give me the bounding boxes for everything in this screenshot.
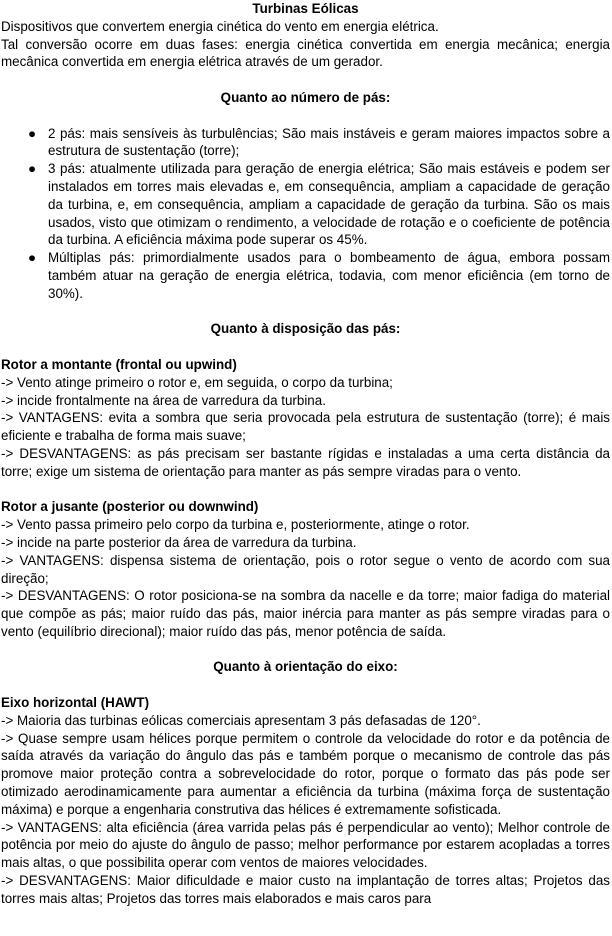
list-item-text: Múltiplas pás: primordialmente usados para o bombeamento de água, embora possam também atuar na geração de energia elétrica, todavia, com menor eficiência (em torno de 30%). <box>48 250 610 301</box>
intro-line-1: Dispositivos que convertem energia cinética do vento em energia elétrica. <box>1 18 439 34</box>
list-item-text: 3 pás: atualmente utilizada para geração de energia elétrica; São mais estáveis e podem ser instalados em torres mais elevadas e, em consequência, ampliam a capacidade de geração da turbina, e, em consequência, ampliam a capacidade de geração da turbina. São os mais usados, visto que otimizam o rendimento, a velocidade de rotação e o coeficiente de potência da turbina. A eficiência máxima pode superar os 45%. <box>48 161 610 248</box>
hawt-disadvantages: -> DESVANTAGENS: Maior dificuldade e maior custo na implantação de torres altas; Projetos das torres mais altas; Projetos das torres mais elaborados e mais caros para <box>1 873 610 906</box>
spacer <box>1 338 610 356</box>
list-item <box>28 160 610 249</box>
spacer <box>1 481 610 499</box>
intro-line-2: Tal conversão ocorre em duas fases: energia cinética convertida em energia mecânica; energia mecânica convertida em energia elétrica através de um gerador. <box>1 36 610 70</box>
hawt-line: -> Quase sempre usam hélices porque permitem o controle da velocidade do rotor e da potência de saída através da variação do ângulo das pás e também porque o mecanismo de controle das pás promove maior proteção contra a sobrevelocidade do rotor, porque o formato das pás pode ser otimizado aerodinamicamente para aumentar a eficiência da turbina (máxima força de sustentação máxima) e porque a engenharia construtiva das hélices é extremamente sofisticada. <box>1 730 610 817</box>
spacer <box>1 303 610 321</box>
downwind-title: Rotor a jusante (posterior ou downwind) <box>1 499 259 515</box>
spacer <box>1 71 610 89</box>
spacer <box>1 641 610 659</box>
section-heading-blade-position: Quanto à disposição das pás: <box>210 321 401 337</box>
bullet-icon: ● <box>28 161 37 177</box>
upwind-disadvantages: -> DESVANTAGENS: as pás precisam ser bastante rígidas e instaladas a uma certa distância da torre; exige um sistema de orientação para manter as pás sempre viradas para o vento. <box>1 445 610 479</box>
upwind-advantages: -> VANTAGENS: evita a sombra que seria provocada pela estrutura de sustentação (torre); é mais eficiente e trabalha de forma mais suave; <box>1 410 610 444</box>
list-item <box>28 125 610 161</box>
bullet-icon: ● <box>28 250 37 266</box>
hawt-advantages: -> VANTAGENS: alta eficiência (área varrida pelas pás é perpendicular ao vento); Melhor controle de potência por meio do ajuste do ângulo de passo; melhor performance por estarem acopladas a torres mais altas, o que possibilita operar com ventos de maiores velocidades. <box>1 819 610 871</box>
bullet-icon: ● <box>28 125 37 141</box>
downwind-disadvantages: -> DESVANTAGENS: O rotor posiciona-se na sombra da nacelle e da torre; maior fadiga do material que compõe as pás; maior ruído das pás, maior inércia para manter as pás sempre viradas para o vento (equilíbrio direcional); maior ruído das pás, menor potência de saída. <box>1 588 610 639</box>
document-title: Turbinas Eólicas <box>252 1 359 16</box>
downwind-line: -> Vento passa primeiro pelo corpo da turbina e, posteriormente, atinge o rotor. <box>1 517 470 533</box>
downwind-advantages: -> VANTAGENS: dispensa sistema de orientação, pois o rotor segue o vento de acordo com sua direção; <box>1 552 610 586</box>
spacer <box>1 676 610 694</box>
list-item <box>28 249 610 302</box>
hawt-line: -> Maioria das turbinas eólicas comerciais apresentam 3 pás defasadas de 120°. <box>1 712 481 728</box>
upwind-line: -> Vento atinge primeiro o rotor e, em seguida, o corpo da turbina; <box>1 374 393 390</box>
blade-count-list <box>1 125 610 303</box>
hawt-title: Eixo horizontal (HAWT) <box>1 695 150 711</box>
list-item-text: 2 pás: mais sensíveis às turbulências; São mais instáveis e geram maiores impactos sobre a estrutura de sustentação (torre); <box>48 125 610 159</box>
section-heading-axis: Quanto à orientação do eixo: <box>213 659 398 675</box>
section-heading-blade-count: Quanto ao número de pás: <box>220 89 391 105</box>
spacer <box>1 107 610 125</box>
upwind-title: Rotor a montante (frontal ou upwind) <box>1 356 237 372</box>
upwind-line: -> incide frontalmente na área de varredura da turbina. <box>1 392 326 408</box>
downwind-line: -> incide na parte posterior da área de varredura da turbina. <box>1 534 357 550</box>
